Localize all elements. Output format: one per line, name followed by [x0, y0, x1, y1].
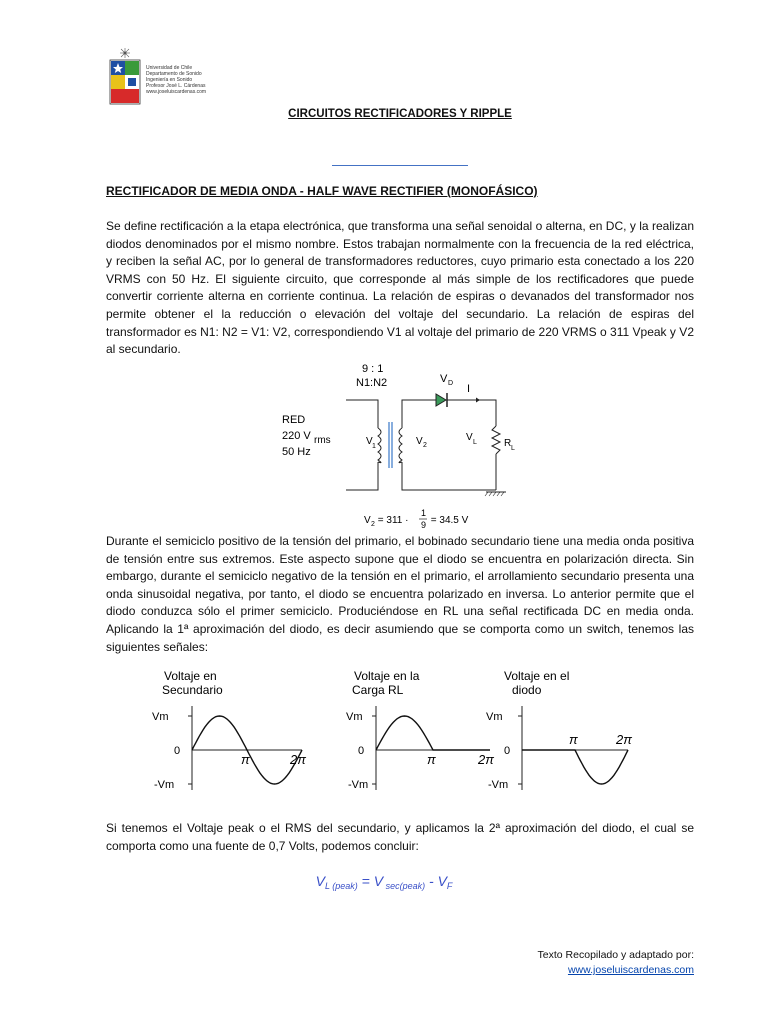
source-line-1: RED — [282, 414, 306, 426]
secondary-coil — [399, 428, 402, 463]
logo-line-2: Departamento de Sonido — [146, 71, 202, 77]
footer-note: Texto Recopilado y adaptado por: — [537, 949, 694, 961]
primary-coil — [378, 428, 381, 463]
waveform-curve — [376, 716, 490, 750]
page-title: CIRCUITOS RECTIFICADORES Y RIPPLE — [288, 108, 512, 120]
v2-sub: 2 — [423, 442, 427, 449]
rl-sub: L — [511, 445, 515, 452]
diode-voltage-sub: D — [448, 380, 454, 387]
source-line-3: 50 Hz — [282, 446, 311, 458]
section-heading: RECTIFICADOR DE MEDIA ONDA - HALF WAVE RECTIFIER (MONOFÁSICO) — [106, 184, 538, 198]
logo-line-4: Profesor José L. Cárdenas — [146, 83, 206, 89]
title-divider — [332, 165, 468, 166]
waveform-pi-label: π — [241, 752, 250, 767]
waveform-2pi-label: 2π — [478, 752, 494, 767]
waveform-title-line-1: Voltaje en — [164, 669, 217, 683]
current-label: I — [467, 383, 471, 395]
waveform-neg-label: -Vm — [348, 779, 369, 791]
intro-paragraph: Se define rectificación a la etapa electrónica, que transforma una señal senoidal o alterna, en DC, y la realizan diodos denominados por el mismo nombre. Estos trabajan normalmente con la frecuencia de la red eléctrica, y reciben la señal AC, por lo general de transformadores reductores, cuyo primario esta conectado a los 220 VRMS con 50 Hz. El siguiente circuito, que corresponde al más simple de los rectificadores que puede convertir corriente alterna en corriente continua. La relación de espiras o devanados del transformador nos permite obtener el la reducción o elevación del voltaje del secundario. La relación de espiras del transformador es N1: N2 = V1: V2, correspondiendo V1 al voltaje del primario de 220 VRMS o 311 Vpeak y V2 al secundario. — [106, 219, 694, 357]
waveform-title-line-2: Secundario — [162, 683, 223, 697]
waveform-title-line-2: Carga RL — [352, 683, 404, 697]
explanation-paragraph: Durante el semiciclo positivo de la tensión del primario, el bobinado secundario tiene una media onda positiva de tensión entre sus extremos. Este aspecto supone que el diodo se encuentra en polarización directa. Sin embargo, durante el semiciclo negativo de la tensión en el primario, el arrollamiento secundario presenta una onda sinusoidal negativa, por tanto, el diodo se encuentra polarizado en inversa. Lo anterior permite que el diodo conduzca sólo el primer semiciclo. Produciéndose en RL una señal rectificada DC en media onda. Aplicando la 1ª aproximación del diodo, es decir asumiendo que se comporta como un switch, tenemos las siguientes señales: — [106, 534, 694, 654]
formula-vsec-sub: sec(peak) — [383, 881, 426, 891]
turns-label: N1:N2 — [356, 377, 388, 389]
formula-minus: - V — [425, 873, 447, 889]
waveform-neg-label: -Vm — [154, 779, 175, 791]
waveform-curve — [522, 750, 628, 784]
vl-sub: L — [473, 439, 477, 446]
waveform-title-line-2: diodo — [512, 683, 542, 697]
resistor-icon — [492, 426, 500, 454]
waveform-title-line-1: Voltaje en la — [354, 669, 420, 683]
waveform-pi-label: π — [427, 752, 436, 767]
waveform-zero-label: 0 — [358, 745, 365, 757]
peak-voltage-formula — [0, 873, 768, 891]
waveform-zero-label: 0 — [504, 745, 511, 757]
eq-lhs-sub: 2 — [371, 521, 375, 528]
waveform-neg-label: -Vm — [488, 779, 509, 791]
v1-label: V — [366, 436, 373, 447]
formula-vf-sub: F — [446, 881, 453, 891]
waveform-vm-label: Vm — [346, 711, 363, 723]
formula-vl: V — [315, 873, 325, 889]
turns-ratio-label: 9 : 1 — [362, 363, 384, 375]
waveform-pi-label: π — [569, 732, 578, 747]
diode-voltage-label: V — [440, 373, 448, 385]
formula-vl-sub: L (peak) — [324, 881, 358, 891]
logo-line-1: Universidad de Chile — [146, 65, 193, 71]
author-website-link[interactable]: www.joseluiscardenas.com — [567, 964, 694, 976]
vl-label: V — [466, 432, 473, 443]
waveform-2pi-label: 2π — [616, 732, 632, 747]
logo-line-5: www.joseluiscardenas.com — [146, 89, 207, 95]
waveform-title-line-1: Voltaje en el — [504, 669, 570, 683]
rl-label: R — [504, 438, 512, 449]
eq-rhs: = 34.5 V — [428, 515, 469, 526]
diode-icon — [436, 394, 446, 406]
conclusion-paragraph: Si tenemos el Voltaje peak o el RMS del secundario, y aplicamos la 2ª aproximación del diodo, el cual se comporta como una fuente de 0,7 Volts, podemos concluir: — [106, 821, 694, 853]
v1-sub: 1 — [372, 443, 376, 450]
waveform-2pi-label: 2π — [290, 752, 306, 767]
rectifier-circuit-diagram — [260, 360, 520, 530]
eq-den: 9 — [421, 520, 427, 530]
v2-label: V — [416, 436, 423, 447]
waveform-vm-label: Vm — [152, 711, 169, 723]
waveform-figures — [150, 666, 720, 802]
eq-lhs: V — [364, 515, 371, 526]
eq-mid: = 311 · — [375, 515, 412, 526]
eq-num: 1 — [421, 508, 427, 518]
waveform-vm-label: Vm — [486, 711, 503, 723]
formula-eq: = V — [357, 873, 384, 889]
logo-line-3: Ingeniería en Sonido — [146, 77, 193, 83]
source-line-2: 220 V — [282, 430, 311, 442]
university-logo — [106, 46, 206, 108]
source-rms: rms — [314, 435, 331, 446]
waveform-zero-label: 0 — [174, 745, 181, 757]
